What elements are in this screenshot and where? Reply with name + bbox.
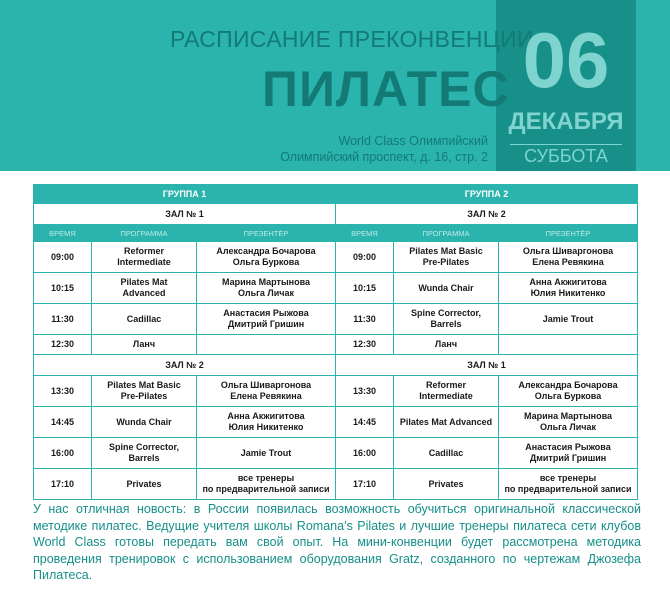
- presenter-line: Елена Ревякина: [532, 257, 604, 267]
- program-line: Barrels: [128, 453, 160, 463]
- time-cell: 17:10: [34, 469, 92, 500]
- presenter-cell: [499, 335, 638, 355]
- column-header-presenter: ПРЕЗЕНТЁР: [197, 225, 336, 242]
- hall-row: [34, 204, 638, 225]
- presenter-line: по предварительной записи: [202, 484, 330, 494]
- column-header-program: ПРОГРАММА: [92, 225, 197, 242]
- presenter-cell: [197, 335, 336, 355]
- program-line: Privates: [428, 478, 464, 489]
- table-row: [34, 376, 638, 407]
- program-line: Pilates Mat Advanced: [399, 416, 493, 427]
- presenter-line: Ольга Буркова: [232, 257, 300, 267]
- presenter-line: все тренеры: [237, 473, 295, 483]
- time-cell: 09:00: [34, 242, 92, 273]
- presenter-cell: [499, 273, 638, 304]
- presenter-line: Александра Бочарова: [518, 380, 618, 390]
- presenter-line: Анна Акжигитова: [227, 411, 305, 421]
- presenter-line: Юлия Никитенко: [530, 288, 606, 298]
- time-cell: 14:45: [34, 407, 92, 438]
- time-cell: 17:10: [336, 469, 394, 500]
- presenter-cell: [197, 469, 336, 500]
- program-line: Pilates Mat Basic: [409, 246, 483, 256]
- venue-address: [280, 133, 488, 165]
- presenter-line: Дмитрий Гришин: [529, 453, 607, 463]
- weekday-divider: [510, 144, 622, 145]
- program-cell: [394, 273, 499, 304]
- time-cell: 09:00: [336, 242, 394, 273]
- program-line: Wunda Chair: [116, 416, 172, 427]
- presenter-line: Ольга Личак: [540, 422, 596, 432]
- program-cell: [92, 242, 197, 273]
- time-cell: 10:15: [336, 273, 394, 304]
- program-line: Cadillac: [126, 313, 162, 324]
- group-2-header: ГРУППА 2: [336, 185, 638, 204]
- presenter-line: Ольга Личак: [238, 288, 294, 298]
- venue-name: World Class Олимпийский: [338, 134, 488, 148]
- program-line: Pre-Pilates: [120, 391, 168, 401]
- presenter-cell: [499, 407, 638, 438]
- column-header-row: [34, 225, 638, 242]
- presenter-cell: [499, 469, 638, 500]
- program-line: Pre-Pilates: [422, 257, 470, 267]
- presenter-line: Jamie Trout: [542, 313, 594, 324]
- time-cell: 12:30: [34, 335, 92, 355]
- presenter-cell: [499, 242, 638, 273]
- presenter-cell: [197, 438, 336, 469]
- program-line: Intermediate: [419, 391, 473, 401]
- presenter-cell: [197, 407, 336, 438]
- presenter-line: Марина Мартынова: [523, 411, 613, 421]
- page-title: ПИЛАТЕС: [262, 61, 510, 117]
- presenter-line: Анна Акжигитова: [529, 277, 607, 287]
- presenter-line: Ольга Шиваргонова: [220, 380, 312, 390]
- presenter-line: Ольга Шиваргонова: [522, 246, 614, 256]
- presenter-line: Марина Мартынова: [221, 277, 311, 287]
- presenter-cell: [197, 242, 336, 273]
- program-line: Reformer: [425, 380, 466, 390]
- presenter-line: все тренеры: [539, 473, 597, 483]
- program-cell: [394, 376, 499, 407]
- time-cell: 11:30: [336, 304, 394, 335]
- column-header-presenter: ПРЕЗЕНТЁР: [499, 225, 638, 242]
- presenter-line: Анастасия Рыжова: [525, 442, 611, 452]
- presenter-line: Ольга Буркова: [534, 391, 602, 401]
- program-line: Pilates Mat Basic: [107, 380, 181, 390]
- program-cell: [394, 438, 499, 469]
- time-cell: 11:30: [34, 304, 92, 335]
- venue-street: Олимпийский проспект, д. 16, стр. 2: [280, 150, 488, 164]
- presenter-line: по предварительной записи: [504, 484, 632, 494]
- program-cell: [92, 304, 197, 335]
- hall-label: ЗАЛ № 1: [336, 355, 638, 376]
- program-cell: [394, 407, 499, 438]
- table-row: [34, 304, 638, 335]
- table-row: [34, 273, 638, 304]
- time-cell: 13:30: [34, 376, 92, 407]
- event-month: ДЕКАБРЯ: [508, 108, 624, 135]
- program-cell: Ланч: [92, 335, 197, 355]
- presenter-line: Jamie Trout: [240, 447, 292, 458]
- time-cell: 16:00: [336, 438, 394, 469]
- program-line: Cadillac: [428, 447, 464, 458]
- time-cell: 16:00: [34, 438, 92, 469]
- presenter-cell: [499, 304, 638, 335]
- program-line: Spine Corrector,: [108, 442, 180, 452]
- presenter-line: Александра Бочарова: [216, 246, 316, 256]
- program-cell: [92, 376, 197, 407]
- table-row: [34, 335, 638, 355]
- time-cell: 14:45: [336, 407, 394, 438]
- presenter-cell: [499, 438, 638, 469]
- program-line: Privates: [126, 478, 162, 489]
- column-header-time: ВРЕМЯ: [34, 225, 92, 242]
- program-line: Reformer: [123, 246, 164, 256]
- program-cell: [394, 242, 499, 273]
- program-cell: [92, 273, 197, 304]
- presenter-cell: [499, 376, 638, 407]
- presenter-cell: [197, 273, 336, 304]
- program-line: Pilates Mat: [120, 277, 168, 287]
- program-line: Spine Corrector,: [410, 308, 482, 318]
- hall-label: ЗАЛ № 2: [336, 204, 638, 225]
- column-header-time: ВРЕМЯ: [336, 225, 394, 242]
- program-cell: [394, 469, 499, 500]
- time-cell: 12:30: [336, 335, 394, 355]
- program-cell: [92, 407, 197, 438]
- table-row: [34, 407, 638, 438]
- presenter-line: Юлия Никитенко: [228, 422, 304, 432]
- description-paragraph: У нас отличная новость: в России появилась возможность обучиться оригинальной классической методике пилатес. Ведущие учителя школы Romana’s Pilates и лучшие тренеры пилатеса сети клубов World Class готовы передать вам свой опыт. На мини-конвенции будет рассмотрена методика проведения тренировок с использованием оборудования Gratz, созданного по чертежам Джозефа Пилатеса.: [33, 502, 641, 582]
- table-row: [34, 242, 638, 273]
- column-header-program: ПРОГРАММА: [394, 225, 499, 242]
- hall-label: ЗАЛ № 1: [34, 204, 336, 225]
- presenter-line: Елена Ревякина: [230, 391, 302, 401]
- hall-label: ЗАЛ № 2: [34, 355, 336, 376]
- presenter-cell: [197, 304, 336, 335]
- program-line: Intermediate: [117, 257, 171, 267]
- program-line: Barrels: [430, 319, 462, 329]
- event-day: 06: [522, 16, 610, 104]
- event-weekday: СУББОТА: [524, 146, 608, 166]
- schedule-subtitle: РАСПИСАНИЕ ПРЕКОНВЕНЦИИ: [170, 26, 534, 52]
- presenter-line: Дмитрий Гришин: [227, 319, 305, 329]
- group-1-header: ГРУППА 1: [34, 185, 336, 204]
- hall-row: [34, 355, 638, 376]
- program-cell: [92, 469, 197, 500]
- presenter-cell: [197, 376, 336, 407]
- program-cell: Ланч: [394, 335, 499, 355]
- program-cell: [394, 304, 499, 335]
- time-cell: 10:15: [34, 273, 92, 304]
- table-row: [34, 469, 638, 500]
- program-cell: [92, 438, 197, 469]
- table-row: [34, 438, 638, 469]
- program-line: Advanced: [122, 288, 166, 298]
- time-cell: 13:30: [336, 376, 394, 407]
- presenter-line: Анастасия Рыжова: [223, 308, 309, 318]
- group-header-row: [34, 185, 638, 204]
- program-line: Wunda Chair: [418, 282, 474, 293]
- schedule-table: [33, 184, 638, 500]
